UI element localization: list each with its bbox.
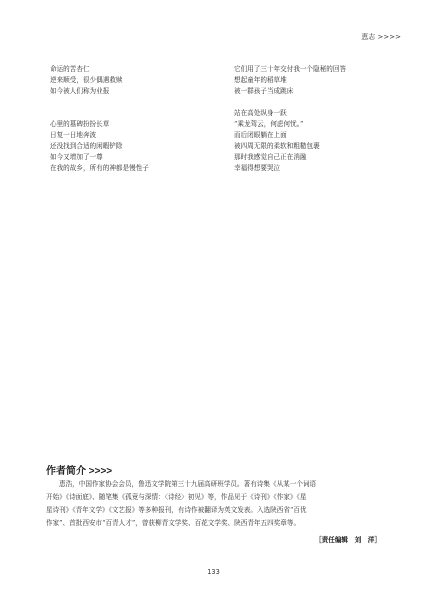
- author-bio: [46, 478, 384, 530]
- poem-line: 想起童年的稻草堆: [234, 76, 287, 84]
- author-intro-heading: 作者简介 >>>>: [46, 466, 113, 477]
- poem-line: “乘龙驾云，何虑何忧。”: [234, 120, 304, 128]
- poem-line: 在我的故乡，所有的神都是慢性子: [50, 164, 149, 172]
- poem-line: 站在高处纵身一跃: [234, 109, 287, 117]
- poem-line: 心里的墓碑扮扮长草: [50, 120, 110, 128]
- poem-line: 而后闭眼躺在上面: [234, 131, 287, 139]
- poem-line: 那时我感觉自己正在消融: [234, 153, 307, 161]
- bio-line: 恵浩，中国作家协会会员，鲁迅文学院第三十九届高研班学员。著有诗集《从某一个词语: [59, 480, 317, 488]
- poem-line: 幸福得想要哭泣: [234, 164, 281, 172]
- poem-line: 命运的苦杏仁: [50, 65, 90, 73]
- poem-line: 逆来顺受，很少偶遇救赎: [50, 76, 123, 84]
- page-number: 133: [207, 568, 220, 576]
- poem-left-column: [50, 64, 210, 174]
- bio-line: 作家”、首批西安市“百青人才”，曾获柳青文学奖、百花文学奖、陕西青年五四奖章等。: [46, 519, 301, 527]
- poem-line: 被四周无限的柔软和粗糙包裹: [234, 142, 320, 150]
- bio-line: 星诗刊》《青年文学》《文艺报》等多种报刊，有诗作被翻译为英文发表。入选陕西省“百优: [46, 506, 307, 514]
- poem-line: 日复一日地奔波: [50, 131, 97, 139]
- poem-line: 它们用了三十年交付我一个隐秘的回答: [234, 65, 347, 73]
- poem-line: 如今被人们称为业报: [50, 87, 110, 95]
- bio-line: 开始》《诗面底》、随笔集《孤竟与深情：〈诗经〉初见》等，作品见于《诗刊》《作家》《星: [46, 493, 307, 501]
- poem-line: 还没找到合适的闲暇铲除: [50, 142, 123, 150]
- poem-line: 被一群孩子当成跳床: [234, 87, 294, 95]
- poem-right-column: [234, 64, 404, 174]
- section-header: 恵志 >>>>: [361, 33, 401, 41]
- poem-line: 如今又增加了一尊: [50, 153, 103, 161]
- responsible-editor: ［责任编辑 刘 洋］: [315, 536, 381, 544]
